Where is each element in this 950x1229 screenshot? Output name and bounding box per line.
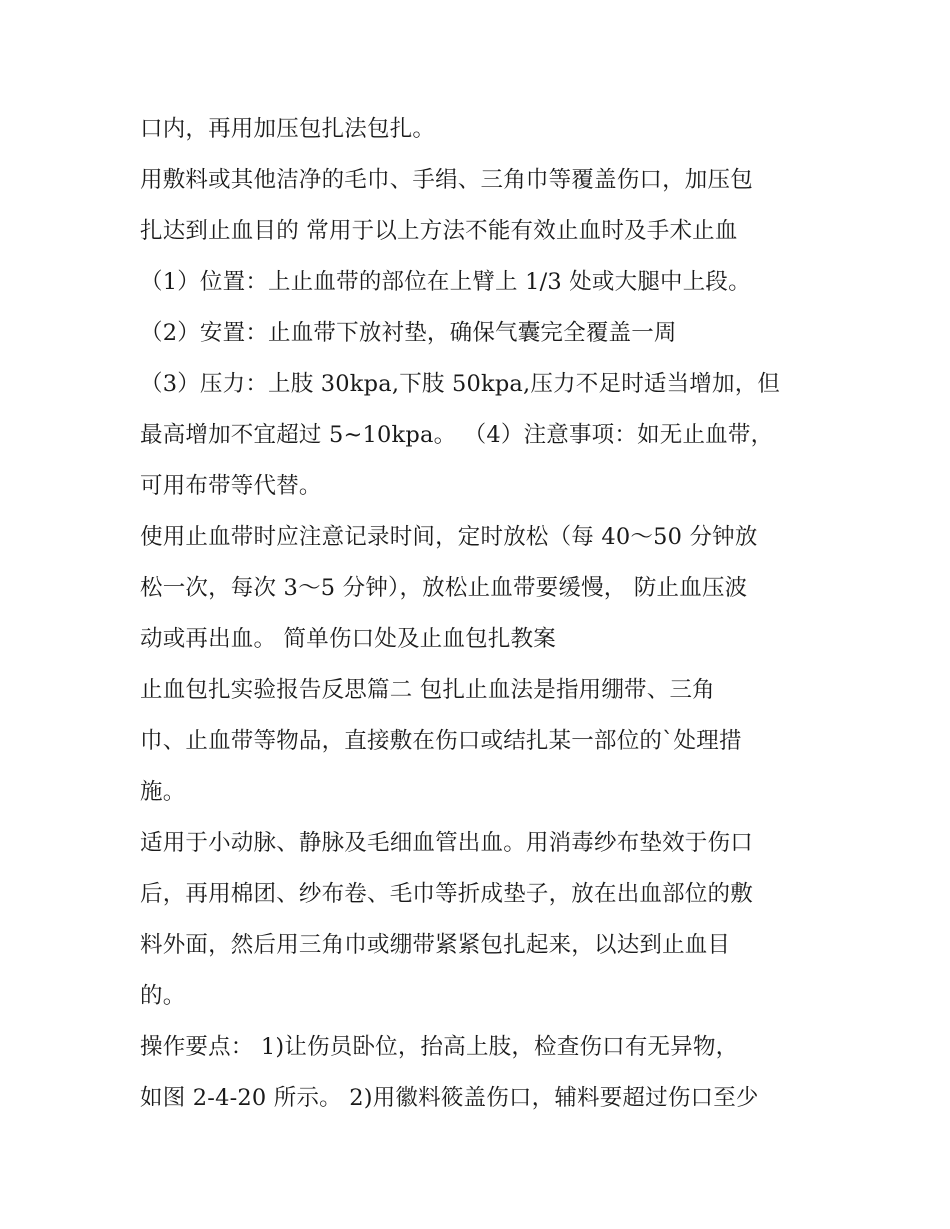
text-line: 可用布带等代替。 (140, 473, 322, 499)
text-line: 巾、止血带等物品，直接敷在伤口或结扎某一部位的`处理措 (140, 728, 742, 754)
document-body (140, 104, 830, 1124)
text-line: 止血包扎实验报告反思篇二 包扎止血法是指用绷带、三角 (140, 677, 715, 703)
text-line: （1）位置：上止血带的部位在上臂上 1/3 处或大腿中上段。 (140, 269, 751, 295)
text-line: 如图 2-4-20 所示。 2)用徽料筱盖伤口，辅料要超过伤口至少 (140, 1085, 759, 1111)
text-line: 料外面，然后用三角巾或绷带紧紧包扎起来，以达到止血目 (140, 932, 731, 958)
text-line: 扎达到止血目的 常用于以上方法不能有效止血时及手术止血 (140, 218, 738, 244)
text-line: 使用止血带时应注意记录时间，定时放松（每 40～50 分钟放 (140, 524, 758, 550)
text-line: 的。 (140, 983, 186, 1009)
text-line: 适用于小动脉、静脉及毛细血管出血。用消毒纱布垫效于伤口 (140, 830, 753, 856)
text-line: 松一次，每次 3～5 分钟），放松止血带要缓慢， 防止血压波 (140, 575, 748, 601)
text-line: 最高增加不宜超过 5~10kpa。 （4）注意事项：如无止血带， (140, 422, 774, 448)
text-line: 操作要点： 1)让伤员卧位，抬高上肢，检查伤口有无异物， (140, 1034, 739, 1060)
text-line: （2）安置：止血带下放衬垫，确保气囊完全覆盖一周 (140, 320, 677, 346)
text-line: （3）压力：上肢 30kpa,下肢 50kpa,压力不足时适当增加，但 (140, 371, 781, 397)
text-line: 用敷料或其他洁净的毛巾、手绢、三角巾等覆盖伤口，加压包 (140, 167, 753, 193)
text-line: 动或再出血。 简单伤口处及止血包扎教案 (140, 626, 556, 652)
text-line: 口内，再用加压包扎法包扎。 (140, 116, 436, 142)
text-line: 施。 (140, 779, 186, 805)
text-line: 后，再用棉团、纱布卷、毛巾等折成垫子，放在出血部位的敷 (140, 881, 753, 907)
